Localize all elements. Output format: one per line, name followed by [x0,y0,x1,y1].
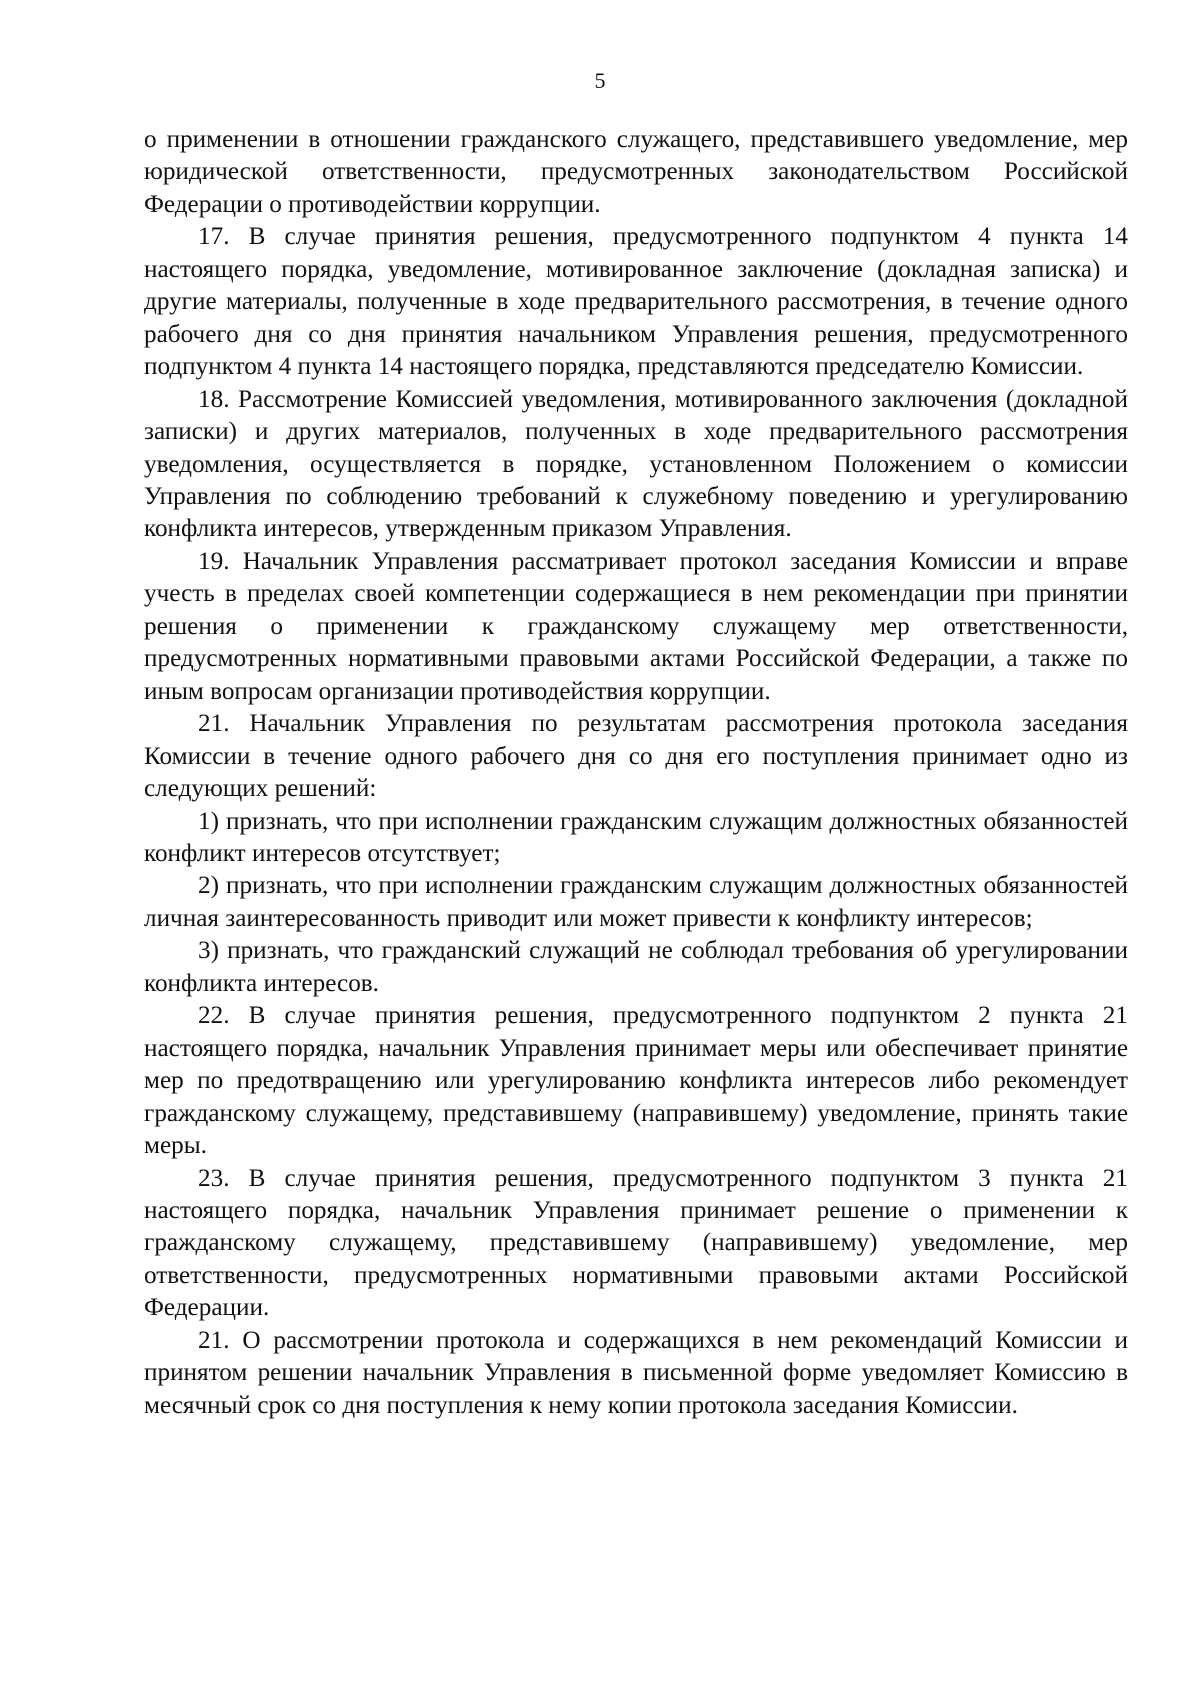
list-item-decision-2: 2) признать, что при исполнении гражданским служащим должностных обязанностей личная заинтересованность приводит или может привести к конфликту интересов; [144,872,1128,932]
paragraph-19: 19. Начальник Управления рассматривает протокол заседания Комиссии и вправе учесть в пределах своей компетенции содержащиеся в нем рекомендации при принятии решения о применении к гражданскому служащему мер ответственности, предусмотренных нормативными правовыми актами Российской Федерации, а также по иным вопросам организации противодействия коррупции. [144,547,1128,705]
paragraph-17: 17. В случае принятия решения, предусмотренного подпунктом 4 пункта 14 настоящего порядка, уведомление, мотивированное заключение (докладная записка) и другие материалы, полученные в ходе предварительного рассмотрения, в течение одного рабочего дня со дня принятия начальником Управления решения, предусмотренного подпунктом 4 пункта 14 настоящего порядка, представляются председателю Комиссии. [144,223,1128,381]
page-number: 5 [594,68,606,93]
paragraph-22: 22. В случае принятия решения, предусмотренного подпунктом 2 пункта 21 настоящего порядка, начальник Управления принимает меры или обеспечивает принятие мер по предотвращению или урегулированию конфликта интересов либо рекомендует гражданскому служащему, представившему (направившему) уведомление, принять такие меры. [144,1002,1128,1160]
paragraph-18: 18. Рассмотрение Комиссией уведомления, мотивированного заключения (докладной записки) и других материалов, полученных в ходе предварительного рассмотрения уведомления, осуществляется в порядке, установленном Положением о комиссии Управления по соблюдению требований к служебному поведению и урегулированию конфликта интересов, утвержденным приказом Управления. [144,385,1128,543]
paragraph-21-notification: 21. О рассмотрении протокола и содержащихся в нем рекомендаций Комиссии и принятом решении начальник Управления в письменной форме уведомляет Комиссию в месячный срок со дня поступления к нему копии протокола заседания Комиссии. [144,1326,1128,1419]
list-item-decision-1: 1) признать, что при исполнении гражданским служащим должностных обязанностей конфликт интересов отсутствует; [144,807,1128,867]
list-item-decision-3: 3) признать, что гражданский служащий не соблюдал требования об урегулировании конфликта интересов. [144,937,1128,997]
paragraph-21-decisions: 21. Начальник Управления по результатам рассмотрения протокола заседания Комиссии в течение одного рабочего дня со дня его поступления принимает одно из следующих решений: [144,710,1128,803]
paragraph-23: 23. В случае принятия решения, предусмотренного подпунктом 3 пункта 21 настоящего порядка, начальник Управления принимает решение о применении к гражданскому служащему, представившему (направившему) уведомление, мер ответственности, предусмотренных нормативными правовыми актами Российской Федерации. [144,1164,1128,1322]
document-body [144,124,1128,1422]
paragraph-continuation: о применении в отношении гражданского служащего, представившего уведомление, мер юридической ответственности, предусмотренных законодательством Российской Федерации о противодействии коррупции. [144,126,1128,218]
